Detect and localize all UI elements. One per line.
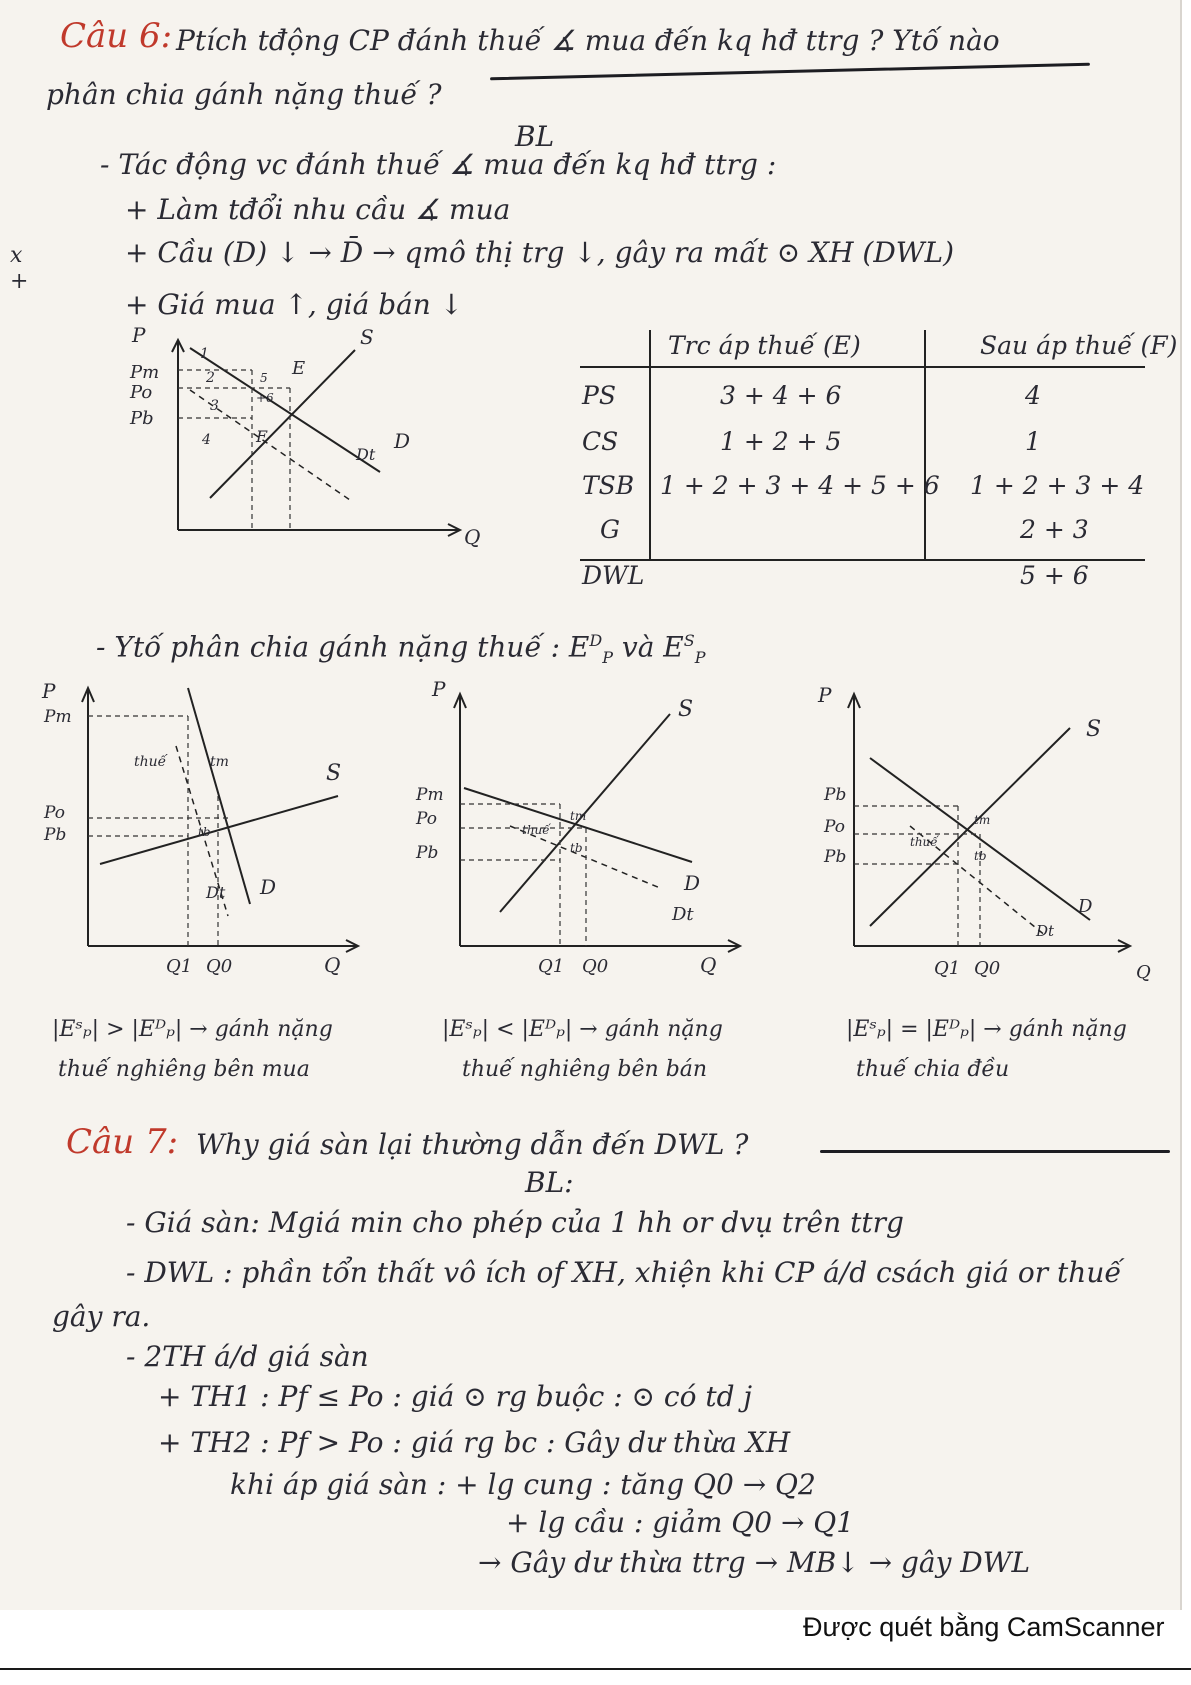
graph1-caption-line2: thuế nghiêng bên mua [58, 1057, 310, 1082]
po-label: Po [130, 382, 153, 403]
table-row-after: 5 + 6 [1020, 561, 1089, 590]
svg-text:S: S [326, 761, 342, 786]
graph2-caption-line2: thuế nghiêng bên bán [462, 1057, 708, 1082]
q7-line4: - 2TH á/d giá sàn [126, 1340, 369, 1373]
factor-heading-text: - Ytố phân chia gánh nặng thuế : E [96, 630, 590, 664]
graph3-caption-line2: thuế chia đều [856, 1057, 1010, 1082]
area-1-label: 1 [200, 346, 209, 362]
table-row-label: DWL [582, 561, 645, 590]
svg-text:P: P [432, 677, 446, 701]
factor-es-sub: P [694, 647, 706, 667]
table-row-before: 1 + 2 + 3 + 4 + 5 + 6 [660, 471, 940, 500]
incidence-graph-seller [400, 676, 760, 976]
area-2-label: 2 [206, 370, 215, 386]
e-label: E [292, 358, 306, 379]
svg-text:Pb: Pb [824, 785, 847, 805]
supply-curve [870, 728, 1070, 926]
q6-question-line1: Ptích tđộng CP đánh thuế ∡ mua đến kq hđ ttrg ? Ytố nào [176, 24, 1000, 57]
underline [820, 1150, 1170, 1153]
f-label: F [256, 427, 268, 446]
incidence-graph-equal [810, 676, 1160, 983]
factor-ed-sup: D [589, 631, 603, 650]
svg-text:Pm: Pm [416, 785, 444, 805]
svg-text:D: D [1078, 896, 1093, 917]
q7-line8: + lg cầu : giảm Q0 → Q1 [506, 1506, 855, 1539]
q7-line1: - Giá sàn: Mgiá min cho phép của 1 hh or dvụ trên ttrg [126, 1206, 904, 1239]
table-header-after: Sau áp thuế (F) [980, 331, 1178, 360]
svg-text:S: S [678, 697, 694, 722]
svg-text:Q0: Q0 [206, 956, 233, 977]
q6-question-line2: phân chia gánh nặng thuế ? [46, 78, 442, 111]
supply-curve [210, 350, 355, 498]
svg-text:Pb: Pb [416, 843, 439, 863]
table-row-label: PS [582, 381, 616, 410]
q6-bl: BL [515, 120, 555, 153]
graph3-caption-line1: |Eˢₚ| = |Eᴰₚ| → gánh nặng [846, 1017, 1127, 1042]
pb-label: Pb [130, 408, 154, 429]
scanner-watermark: Được quét bằng CamScanner [803, 1612, 1165, 1642]
factor-heading [96, 632, 705, 667]
svg-text:Pb: Pb [44, 825, 67, 845]
axis-q-label: Q [464, 525, 481, 549]
q7-bl: BL: [525, 1166, 574, 1199]
svg-text:D: D [684, 871, 701, 895]
q7-line5: + TH1 : Pf ≤ Po : giá ⊙ rg buộc : ⊙ có td j [158, 1380, 753, 1413]
svg-text:D: D [260, 875, 277, 899]
svg-text:Po: Po [44, 803, 65, 823]
svg-text:Q0: Q0 [582, 956, 609, 977]
factor-and: và E [621, 630, 684, 664]
supply-curve [100, 796, 338, 864]
q7-line3: gây ra. [52, 1300, 151, 1333]
svg-text:thuế: thuế [910, 835, 938, 849]
svg-text:Po: Po [824, 817, 845, 837]
svg-text:tm: tm [570, 809, 587, 823]
table-row-after: 4 [1025, 381, 1041, 410]
q7-line9: → Gây dư thừa ttrg → MB↓ → gây DWL [478, 1546, 1031, 1579]
surplus-table [580, 325, 1180, 610]
q7-line6: + TH2 : Pf > Po : giá rg bc : Gây dư thừa XH [158, 1426, 791, 1459]
table-row-after: 1 [1025, 427, 1041, 456]
divider [0, 1668, 1191, 1670]
svg-text:Dt: Dt [206, 883, 226, 902]
axis-p-label: P [132, 323, 146, 347]
table-row-label: TSB [582, 471, 635, 500]
svg-text:tb: tb [570, 841, 583, 855]
s-label: S [360, 325, 374, 349]
svg-text:S: S [1086, 717, 1102, 742]
q7-question: Why giá sàn lại thường dẫn đến DWL ? [196, 1128, 749, 1161]
svg-text:tm: tm [974, 813, 991, 827]
svg-text:Dt: Dt [672, 904, 694, 925]
q6-title: Câu 6: [60, 16, 173, 56]
svg-text:Q: Q [324, 953, 341, 977]
table-row-after: 2 + 3 [1020, 515, 1089, 544]
factor-ed-sub: P [602, 647, 613, 667]
q6-bullet1: + Làm tđổi nhu cầu ∡ mua [125, 193, 511, 226]
tax-effect-graph [130, 323, 490, 550]
svg-text:tb: tb [974, 849, 987, 863]
svg-text:Q1: Q1 [934, 958, 961, 979]
svg-text:thuế: thuế [134, 754, 167, 770]
svg-text:Q0: Q0 [974, 958, 1001, 979]
q6-bullet3: + Giá mua ↑, giá bán ↓ [125, 288, 464, 321]
q7-title: Câu 7: [66, 1122, 179, 1162]
graph1-caption-line1: |Eˢₚ| > |Eᴰₚ| → gánh nặng [52, 1017, 333, 1042]
factor-es-sup: S [683, 631, 695, 650]
dt-label: Dt [356, 445, 376, 464]
graph2-caption-line1: |Eˢₚ| < |Eᴰₚ| → gánh nặng [442, 1017, 723, 1042]
svg-text:tb: tb [198, 825, 211, 839]
svg-text:tm: tm [210, 754, 229, 770]
svg-text:P: P [818, 683, 832, 707]
svg-text:Dt: Dt [1036, 922, 1055, 940]
q7-line7: khi áp giá sàn : + lg cung : tăng Q0 → Q2 [230, 1468, 816, 1501]
underline [490, 63, 1090, 81]
svg-text:P: P [42, 679, 56, 703]
table-row-before: 1 + 2 + 5 [720, 427, 842, 456]
svg-text:Po: Po [416, 809, 437, 829]
svg-text:thuế: thuế [522, 823, 550, 837]
table-row-label: G [600, 515, 620, 544]
table-header-before: Trc áp thuế (E) [668, 331, 861, 360]
incidence-graph-buyer [38, 676, 378, 976]
svg-text:Pm: Pm [44, 707, 72, 727]
area-5-label: 5 [260, 371, 268, 385]
area-3-label: 3 [210, 398, 219, 414]
pm-label: Pm [130, 362, 160, 383]
table-row-before: 3 + 4 + 6 [720, 381, 842, 410]
d-label: D [394, 429, 411, 453]
svg-text:Q1: Q1 [538, 956, 565, 977]
svg-text:Q: Q [700, 953, 717, 977]
svg-text:Q: Q [1136, 962, 1151, 983]
q6-bullet2: + Cầu (D) ↓ → D̄ → qmô thị trg ↓, gây ra mất ⊙ XH (DWL) [125, 236, 955, 269]
svg-text:Q1: Q1 [166, 956, 193, 977]
margin-marks: x + [10, 243, 29, 295]
q7-line2: - DWL : phần tổn thất vô ích of XH, xhiện khi CP á/d csách giá or thuế [126, 1256, 1122, 1289]
table-row-label: CS [582, 427, 619, 456]
table-row-after: 1 + 2 + 3 + 4 [970, 471, 1145, 500]
demand-curve [188, 688, 250, 904]
area-6-label: +6 [256, 391, 274, 405]
area-4-label: 4 [202, 432, 211, 448]
svg-text:Pb: Pb [824, 847, 847, 867]
q6-effect-heading: - Tác động vc đánh thuế ∡ mua đến kq hđ ttrg : [100, 148, 777, 181]
